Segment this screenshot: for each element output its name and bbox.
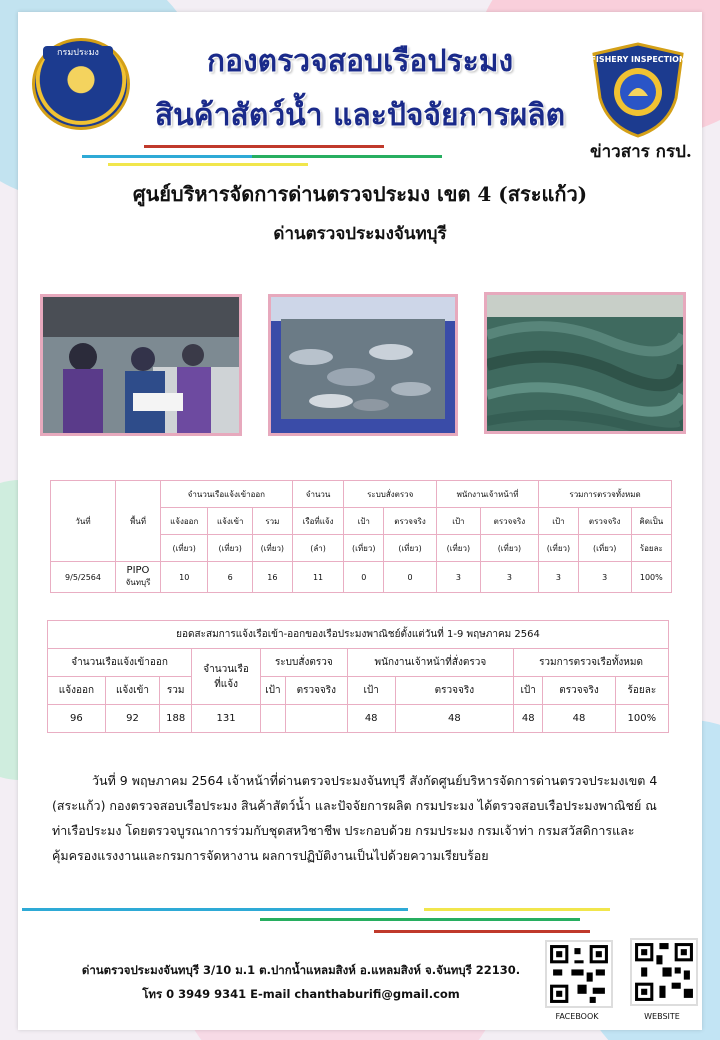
header-title-line-2: สินค้าสัตว์น้ำ และปัจจัยการผลิต	[154, 98, 566, 133]
sub-out-header: แจ้งออก	[48, 677, 106, 705]
logo-text: กรมประมง	[43, 46, 113, 60]
sub-percent-header: ร้อยละ	[615, 677, 668, 705]
group-count-header: จำนวน	[292, 481, 344, 508]
unit-trip: (เที่ยว)	[436, 535, 480, 562]
website-qr-code-icon[interactable]	[630, 938, 698, 1006]
cell-area	[116, 562, 161, 593]
sub-actual-header: ตรวจจริง	[285, 677, 347, 705]
sub-in-header: แจ้งเข้า	[208, 508, 253, 535]
divider	[252, 155, 442, 158]
group-count-line2: ที่แจ้ง	[214, 678, 238, 690]
cell-staff-target: 48	[347, 705, 395, 733]
cell-percent: 100%	[631, 562, 671, 593]
center-name: ศูนย์บริหารจัดการด่านตรวจประมง เขต 4 (สระแก้ว)	[132, 182, 588, 206]
cell-total-actual: 3	[578, 562, 631, 593]
sub-actual-header: ตรวจจริง	[578, 508, 631, 535]
sub-target-header: เป้า	[344, 508, 384, 535]
sub-target-header: เป้า	[260, 677, 285, 705]
unit-trip: (เที่ยว)	[253, 535, 293, 562]
badge-text: FISHERY INSPECTION	[590, 55, 686, 64]
sub-sum-header: รวม	[253, 508, 293, 535]
news-label: ข่าวสาร กรป.	[590, 142, 692, 162]
cell-boats: 11	[292, 562, 344, 593]
cell-area-code: PIPO	[126, 565, 150, 576]
group-staff-header: พนักงานเจ้าหน้าที่	[436, 481, 538, 508]
divider	[260, 918, 580, 921]
cell-sum: 16	[253, 562, 293, 593]
unit-trip: (เที่ยว)	[578, 535, 631, 562]
group-system-header: ระบบสั่งตรวจ	[260, 649, 347, 677]
sub-target-header: เป้า	[514, 677, 543, 705]
unit-trip: (เที่ยว)	[539, 535, 579, 562]
website-caption: WEBSITE	[644, 1012, 680, 1021]
sub-target-header: เป้า	[539, 508, 579, 535]
group-boats-header: จำนวนเรือแจ้งเข้าออก	[48, 649, 192, 677]
checkpoint-name: ด่านตรวจประมงจันทบุรี	[273, 224, 447, 244]
fishery-inspection-badge-icon	[588, 40, 688, 140]
footer-contact: โทร 0 3949 9341 E-mail chanthaburifi@gmail.com	[142, 987, 460, 1001]
sub-boat-in-header: เรือที่แจ้ง	[292, 508, 344, 535]
cell-staff-actual: 3	[480, 562, 538, 593]
sub-actual-header: ตรวจจริง	[384, 508, 437, 535]
footer-address: ด่านตรวจประมงจันทบุรี 3/10 ม.1 ต.ปากน้ำแหลมสิงห์ อ.แหลมสิงห์ จ.จันทบุรี 22130.	[81, 963, 521, 977]
sub-percent-header: คิดเป็น	[631, 508, 671, 535]
cell-sys-actual	[285, 705, 347, 733]
sub-actual-header: ตรวจจริง	[543, 677, 615, 705]
report-paragraph: วันที่ 9 พฤษภาคม 2564 เจ้าหน้าที่ด่านตรวจประมงจันทบุรี สังกัดศูนย์บริหารจัดการด่านตรวจประมงเขต 4 (สระแก้ว) กองตรวจสอบเรือประมง สินค้าสัตว์น้ำ และปัจจัยการผลิต กรมประมง ได้ตรวจสอบเรือประมงพาณิชย์ ณ ท่าเรือประมง โดยตรวจบูรณาการร่วมกับชุดสหวิชาชีพ ประกอบด้วย กรมประมง กรมเจ้าท่า กรมสวัสดิการและคุ้มครองแรงงานและกรมการจัดหางาน ผลการปฏิบัติงานเป็นไปด้วยความเรียบร้อย	[52, 773, 658, 863]
cell-staff-target: 3	[436, 562, 480, 593]
divider	[22, 908, 408, 911]
cell-total-actual: 48	[543, 705, 615, 733]
photo-fishing-net	[484, 292, 686, 434]
divider	[374, 930, 590, 933]
divider	[144, 145, 384, 148]
facebook-caption: FACEBOOK	[555, 1012, 599, 1021]
cell-in: 6	[208, 562, 253, 593]
photo-fish-catch	[268, 294, 458, 436]
cell-sys-target: 0	[344, 562, 384, 593]
unit-trip: (เที่ยว)	[480, 535, 538, 562]
unit-trip: (เที่ยว)	[208, 535, 253, 562]
cell-date: 9/5/2564	[51, 562, 116, 593]
cell-percent: 100%	[615, 705, 668, 733]
cell-total-target: 3	[539, 562, 579, 593]
header-title-line-1: กองตรวจสอบเรือประมง	[206, 44, 514, 79]
cell-out: 96	[48, 705, 106, 733]
sub-sum-header: รวม	[160, 677, 192, 705]
cell-out: 10	[161, 562, 208, 593]
table2-title: ยอดสะสมการแจ้งเรือเข้า-ออกของเรือประมงพาณิชย์ตั้งแต่วันที่ 1-9 พฤษภาคม 2564	[48, 621, 669, 649]
group-boats-header: จำนวนเรือแจ้งเข้าออก	[161, 481, 293, 508]
sub-in-header: แจ้งเข้า	[105, 677, 159, 705]
group-staff-header: พนักงานเจ้าหน้าที่สั่งตรวจ	[347, 649, 513, 677]
daily-inspection-table	[50, 480, 672, 593]
group-count-line1: จำนวนเรือ	[203, 663, 249, 675]
cell-sys-actual: 0	[384, 562, 437, 593]
col-area-header: พื้นที่	[116, 481, 161, 562]
group-total-header: รวมการตรวจทั้งหมด	[539, 481, 672, 508]
department-of-fisheries-logo	[32, 38, 130, 130]
sub-target-header: เป้า	[436, 508, 480, 535]
divider	[108, 163, 308, 166]
unit-percent: ร้อยละ	[631, 535, 671, 562]
unit-trip: (เที่ยว)	[384, 535, 437, 562]
divider	[82, 155, 252, 158]
facebook-qr-code-icon[interactable]	[545, 940, 613, 1008]
cell-area-name: จันทบุรี	[125, 578, 151, 587]
sub-target-header: เป้า	[347, 677, 395, 705]
cell-sys-target	[260, 705, 285, 733]
col-date-header: วันที่	[51, 481, 116, 562]
sub-out-header: แจ้งออก	[161, 508, 208, 535]
cell-sum: 188	[160, 705, 192, 733]
group-system-header: ระบบสั่งตรวจ	[344, 481, 437, 508]
group-count-header	[192, 649, 261, 705]
sub-actual-header: ตรวจจริง	[480, 508, 538, 535]
cell-in: 92	[105, 705, 159, 733]
cell-staff-actual: 48	[395, 705, 513, 733]
photo-inspection-staff	[40, 294, 242, 436]
unit-trip: (เที่ยว)	[344, 535, 384, 562]
unit-trip: (เที่ยว)	[161, 535, 208, 562]
cumulative-inspection-table	[47, 620, 669, 733]
divider	[424, 908, 610, 911]
table-row	[51, 562, 672, 593]
unit-boat: (ลำ)	[292, 535, 344, 562]
group-total-header: รวมการตรวจเรือทั้งหมด	[514, 649, 669, 677]
cell-boats: 131	[192, 705, 261, 733]
cell-total-target: 48	[514, 705, 543, 733]
sub-actual-header: ตรวจจริง	[395, 677, 513, 705]
table-row	[48, 705, 669, 733]
